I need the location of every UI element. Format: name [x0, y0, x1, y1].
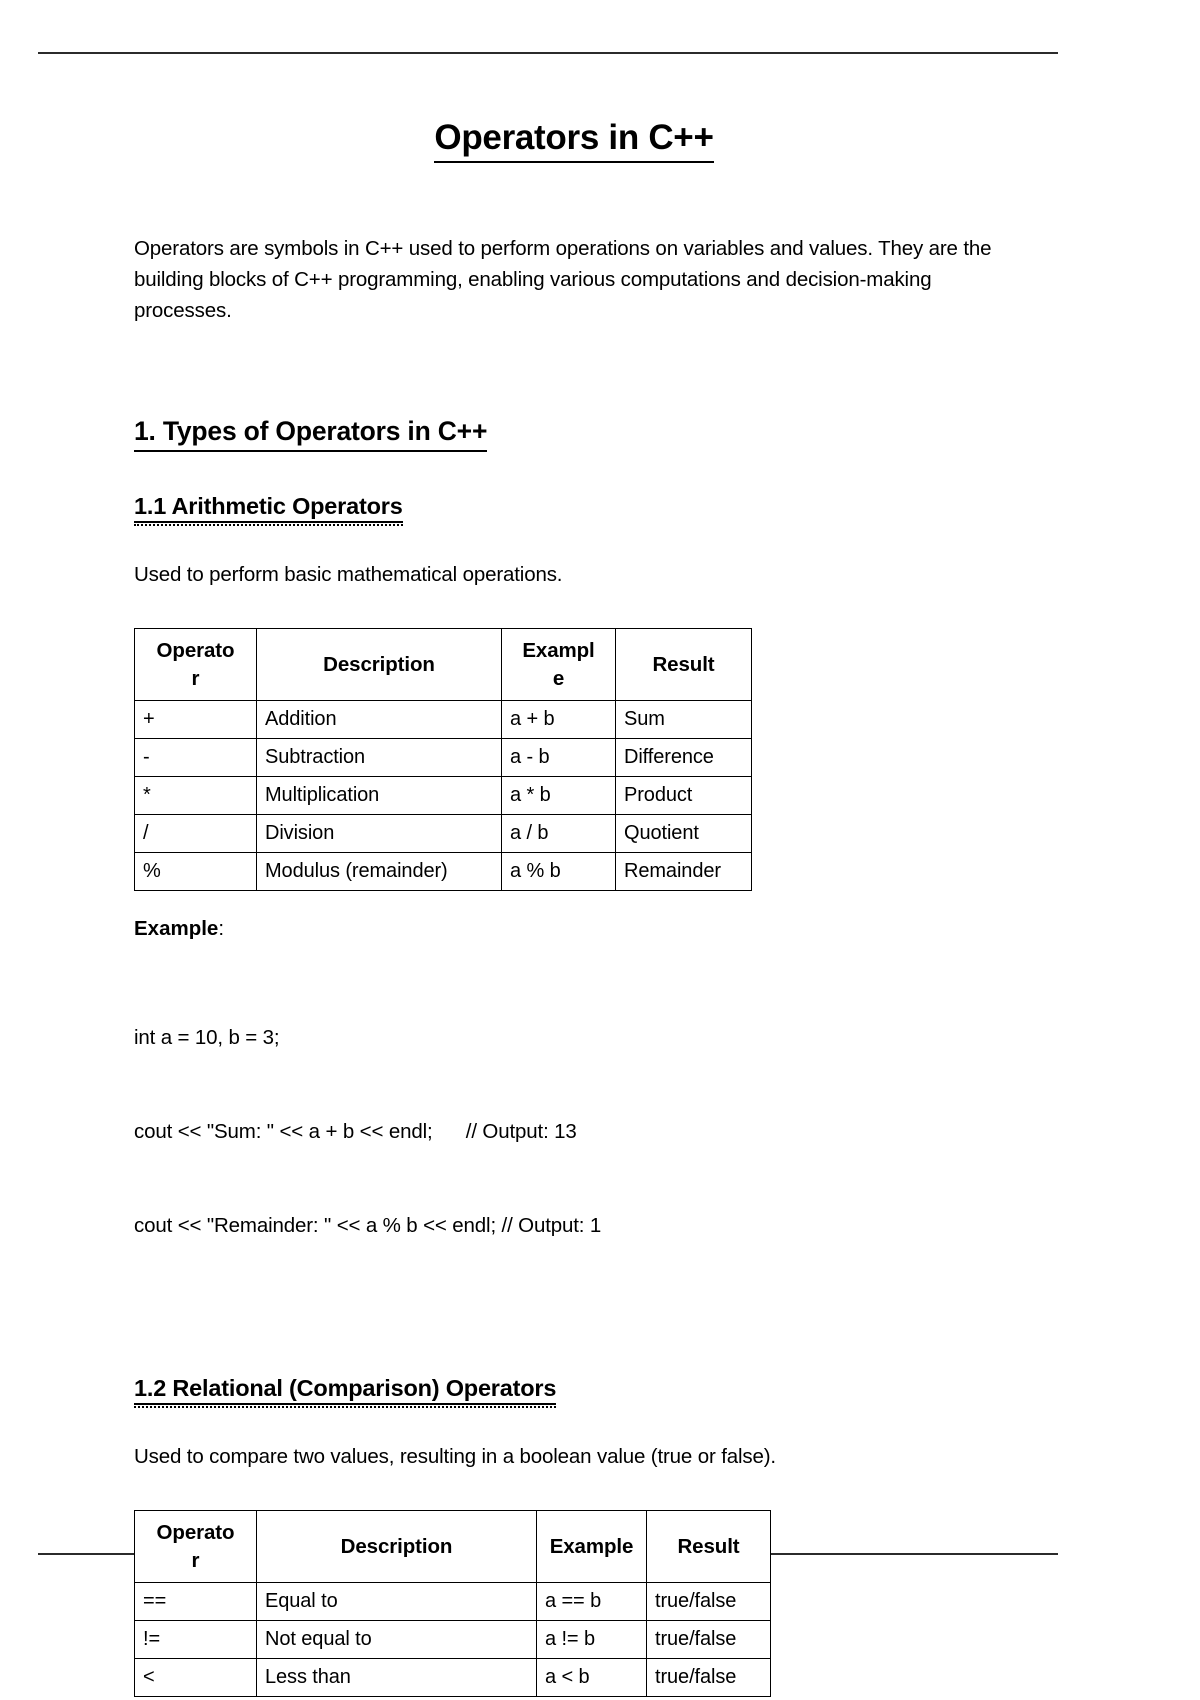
- cell-description: Equal to: [257, 1583, 537, 1621]
- table-row: [135, 815, 752, 853]
- cell-description: Division: [257, 815, 502, 853]
- page-title-text: Operators in C++: [434, 119, 713, 163]
- column-header-operator: Operato r: [135, 629, 257, 701]
- spacer: [134, 1472, 1014, 1510]
- table-header-row: [135, 629, 752, 701]
- cell-result: true/false: [647, 1621, 771, 1659]
- spacer: [134, 891, 1014, 917]
- column-header-description: Description: [257, 629, 502, 701]
- table-row: [135, 853, 752, 891]
- section-heading-1-1: [134, 492, 1014, 523]
- column-header-example: Example: [537, 1511, 647, 1583]
- cell-result: Difference: [616, 739, 752, 777]
- section-heading-1-text: 1. Types of Operators in C++: [134, 416, 487, 452]
- column-header-operator: Operato r: [135, 1511, 257, 1583]
- section-heading-1: [134, 416, 1014, 452]
- code-line: cout << "Sum: " << a + b << endl; // Output: 13: [134, 1119, 577, 1143]
- column-header-result: Result: [616, 629, 752, 701]
- table-row: [135, 1659, 771, 1697]
- spacer: [134, 163, 1014, 233]
- example-label-colon: :: [218, 917, 225, 941]
- cell-operator: %: [135, 853, 257, 891]
- cell-operator: +: [135, 701, 257, 739]
- code-line: int a = 10, b = 3;: [134, 1025, 280, 1049]
- column-header-example: Exampl e: [502, 629, 616, 701]
- column-header-result: Result: [647, 1511, 771, 1583]
- cell-example: a % b: [502, 853, 616, 891]
- cell-example: a < b: [537, 1659, 647, 1697]
- spacer: [134, 1304, 1014, 1374]
- table-header-row: [135, 1511, 771, 1583]
- spacer: [134, 523, 1014, 559]
- spacer: [134, 452, 1014, 492]
- cell-example: a == b: [537, 1583, 647, 1621]
- cell-operator: ==: [135, 1583, 257, 1621]
- relational-intro: Used to compare two values, resulting in a boolean value (true or false).: [134, 1445, 776, 1469]
- cell-description: Subtraction: [257, 739, 502, 777]
- arithmetic-operators-table: [134, 628, 752, 891]
- cell-example: a - b: [502, 739, 616, 777]
- cell-result: true/false: [647, 1659, 771, 1697]
- relational-operators-table: [134, 1510, 771, 1697]
- cell-operator: *: [135, 777, 257, 815]
- table-row: [135, 701, 752, 739]
- arithmetic-intro: Used to perform basic mathematical operations.: [134, 562, 563, 586]
- example-label-bold: Example: [134, 917, 219, 941]
- cell-description: Not equal to: [257, 1621, 537, 1659]
- spacer: [134, 941, 1014, 959]
- code-block: [134, 959, 1014, 1304]
- column-header-description: Description: [257, 1511, 537, 1583]
- table-row: [135, 1583, 771, 1621]
- section-heading-1-2-text: 1.2 Relational (Comparison) Operators: [134, 1374, 556, 1405]
- cell-example: a * b: [502, 777, 616, 815]
- page-top-rule: [38, 52, 1058, 54]
- cell-example: a + b: [502, 701, 616, 739]
- page-title: [134, 118, 1014, 163]
- cell-result: Quotient: [616, 815, 752, 853]
- cell-operator: -: [135, 739, 257, 777]
- cell-example: a / b: [502, 815, 616, 853]
- spacer: [134, 590, 1014, 628]
- cell-result: Product: [616, 777, 752, 815]
- code-line: cout << "Remainder: " << a % b << endl; // Output: 1: [134, 1213, 602, 1237]
- table-row: [135, 739, 752, 777]
- cell-description: Modulus (remainder): [257, 853, 502, 891]
- section-heading-1-1-text: 1.1 Arithmetic Operators: [134, 492, 403, 523]
- spacer: [134, 326, 1014, 416]
- cell-result: Remainder: [616, 853, 752, 891]
- cell-operator: /: [135, 815, 257, 853]
- cell-description: Less than: [257, 1659, 537, 1697]
- document-content: [134, 118, 1014, 1697]
- intro-paragraph: Operators are symbols in C++ used to perform operations on variables and values. They are the building blocks of C++ programming, enabling various computations and decision-making processes.: [134, 236, 992, 322]
- cell-description: Addition: [257, 701, 502, 739]
- table-row: [135, 1621, 771, 1659]
- table-row: [135, 777, 752, 815]
- spacer: [134, 1405, 1014, 1441]
- cell-result: Sum: [616, 701, 752, 739]
- cell-example: a != b: [537, 1621, 647, 1659]
- example-label: [134, 917, 1014, 941]
- cell-operator: !=: [135, 1621, 257, 1659]
- cell-operator: <: [135, 1659, 257, 1697]
- cell-result: true/false: [647, 1583, 771, 1621]
- cell-description: Multiplication: [257, 777, 502, 815]
- section-heading-1-2: [134, 1374, 1014, 1405]
